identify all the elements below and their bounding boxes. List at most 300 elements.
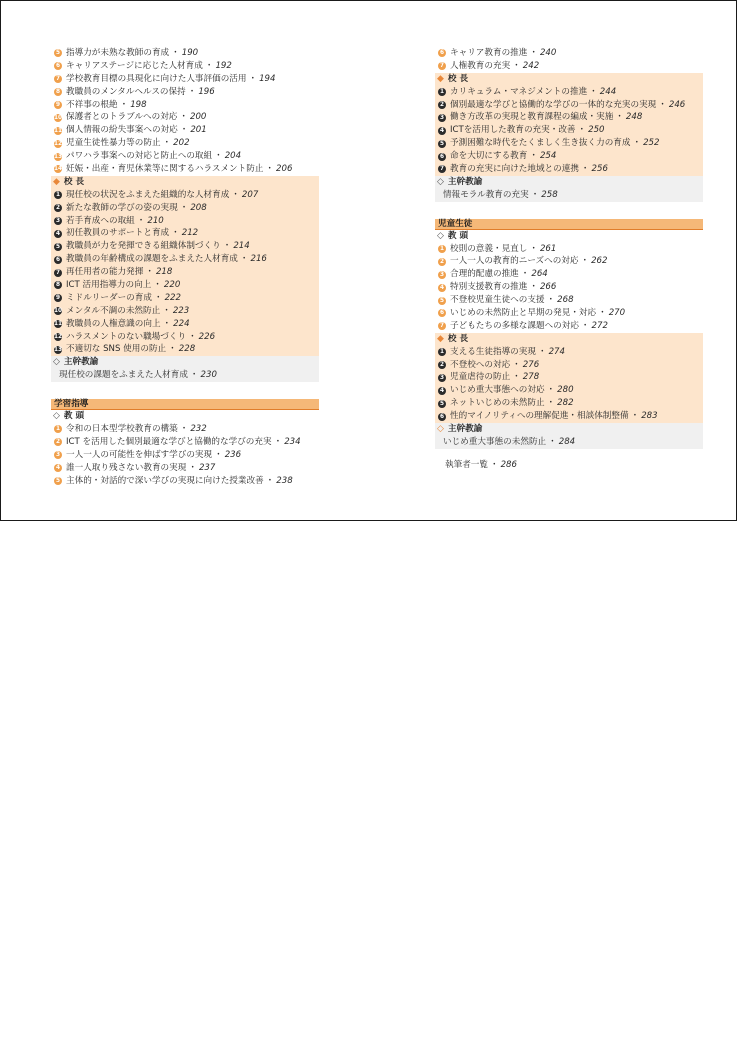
page-number: 237 <box>198 462 216 473</box>
page-number: 252 <box>643 138 660 149</box>
entry-title: 児童虐待の防止 <box>450 372 511 383</box>
item-number-icon: 2 <box>439 102 445 108</box>
toc-entry[interactable] <box>435 124 703 137</box>
page-number: 232 <box>190 424 207 435</box>
entry-title: 特別支援教育の推進 <box>450 282 528 293</box>
entry-title: キャリア教育の推進 <box>450 48 528 58</box>
toc-entry[interactable] <box>51 202 319 215</box>
toc-entry[interactable] <box>51 124 319 137</box>
page-number: 204 <box>224 151 242 162</box>
toc-entry[interactable] <box>51 318 319 331</box>
entry-title: ICTを活用した教育の充実・改善 <box>450 125 576 136</box>
toc-entry[interactable] <box>51 47 319 60</box>
page-number: 286 <box>500 459 517 470</box>
item-number-icon: 5 <box>55 478 61 485</box>
item-number-icon: 2 <box>439 258 445 265</box>
role-heading-principal <box>435 333 703 346</box>
item-number-icon: 10 <box>53 114 63 121</box>
separator-dot: ・ <box>529 282 538 293</box>
separator-dot: ・ <box>530 189 540 200</box>
page-number: 214 <box>233 241 250 252</box>
supervisor-group-right <box>435 176 703 202</box>
entry-title: ミドルリーダーの育成 <box>66 292 152 303</box>
toc-entry[interactable] <box>435 47 703 60</box>
separator-dot: ・ <box>615 112 624 123</box>
page-number: 228 <box>178 344 196 355</box>
page-number: 274 <box>548 346 565 357</box>
toc-entry[interactable] <box>51 253 319 266</box>
item-number-icon: 5 <box>439 297 445 304</box>
separator-dot: ・ <box>162 305 171 316</box>
page-number: 248 <box>625 112 643 123</box>
entry-title: 校則の意義・見直し <box>450 243 528 254</box>
principal-group-left <box>51 176 319 356</box>
page-number: 207 <box>241 189 259 200</box>
entry-title: 初任教員のサポートと育成 <box>66 228 170 239</box>
toc-entry[interactable] <box>51 343 319 356</box>
separator-dot: ・ <box>658 99 667 110</box>
diamond-outline-icon: ◇ <box>437 176 444 187</box>
page-number: 268 <box>557 295 574 306</box>
toc-entry[interactable] <box>51 240 319 253</box>
toc-entry[interactable] <box>51 266 319 279</box>
separator-dot: ・ <box>179 125 189 136</box>
item-number-icon: 7 <box>439 323 445 330</box>
entry-title: 保護者とのトラブルへの対応 <box>66 112 178 123</box>
item-number-icon: 5 <box>439 400 445 407</box>
toc-entry[interactable] <box>435 397 703 410</box>
entry-title: メンタル不調の未然防止 <box>66 305 161 316</box>
toc-entry[interactable] <box>51 449 319 462</box>
entry-title: 教職員の年齢構成の課題をふまえた人材育成 <box>66 254 238 265</box>
item-number-icon: 3 <box>439 271 445 278</box>
item-number-icon: 5 <box>55 50 61 57</box>
page-number: 278 <box>522 372 540 383</box>
right-column <box>435 47 703 472</box>
page-number: 201 <box>190 125 207 136</box>
toc-entry[interactable] <box>51 99 319 112</box>
entry-title: 教職員が力を発揮できる組織体制づくり <box>66 241 221 252</box>
separator-dot: ・ <box>214 151 223 162</box>
separator-dot: ・ <box>162 138 172 149</box>
diamond-outline-icon: ◇ <box>53 411 60 422</box>
page-number: 222 <box>164 292 181 303</box>
entry-title: 個別最適な学びと協働的な学びの一体的な充実の実現 <box>450 99 657 110</box>
entry-title: パワハラ事案への対応と防止への取組 <box>66 151 213 162</box>
entry-title: カリキュラム・マネジメントの推進 <box>450 86 588 97</box>
item-number-icon: 6 <box>439 310 445 317</box>
item-number-icon: 1 <box>439 89 445 96</box>
diamond-outline-icon: ◇ <box>437 230 444 241</box>
item-number-icon: 1 <box>55 426 61 433</box>
item-number-icon: 11 <box>53 321 63 328</box>
entry-title: ICT を活用した個別最適な学びと協働的な学びの充実 <box>66 436 272 447</box>
page-number: 198 <box>130 99 147 110</box>
item-number-icon: 3 <box>55 218 61 225</box>
page-number: 246 <box>668 99 686 110</box>
right-top-list <box>435 47 703 73</box>
diamond-filled-icon: ◆ <box>437 333 444 344</box>
item-number-icon: 6 <box>55 63 61 70</box>
entry-title: ハラスメントのない職場づくり <box>66 331 187 342</box>
toc-entry[interactable] <box>435 436 703 449</box>
item-number-icon: 3 <box>439 114 445 121</box>
separator-dot: ・ <box>529 48 538 58</box>
item-number-icon: 8 <box>55 282 61 289</box>
toc-entry[interactable] <box>435 111 703 124</box>
authors-label: 執筆者一覧 <box>445 459 488 470</box>
entry-title: 不祥事の根絶 <box>66 99 118 110</box>
item-number-icon: 7 <box>439 63 445 70</box>
page-number: 224 <box>173 318 190 329</box>
item-number-icon: 12 <box>53 334 63 341</box>
separator-dot: ・ <box>537 346 547 357</box>
separator-dot: ・ <box>162 318 172 329</box>
page-number: 200 <box>190 112 207 123</box>
separator-dot: ・ <box>171 48 180 58</box>
page-number: 216 <box>250 254 267 265</box>
page-number: 210 <box>147 215 164 226</box>
page-number: 254 <box>539 151 557 162</box>
separator-dot: ・ <box>512 359 521 370</box>
toc-entry[interactable] <box>435 346 703 359</box>
entry-title: 妊娠・出産・育児休業等に関するハラスメント防止 <box>66 164 264 175</box>
toc-entry[interactable] <box>435 60 703 73</box>
item-number-icon: 14 <box>53 166 63 173</box>
item-number-icon: 1 <box>55 192 61 199</box>
entry-title: 現任校の状況をふまえた組織的な人材育成 <box>66 189 230 200</box>
entry-title: 再任用者の能力発揮 <box>66 267 144 278</box>
role-label: 教 頭 <box>447 230 469 241</box>
separator-dot: ・ <box>145 267 154 278</box>
item-number-icon: 3 <box>439 374 445 381</box>
entry-title: 一人一人の可能性を伸ばす学びの実現 <box>66 449 213 460</box>
entry-title: 個人情報の紛失事案への対応 <box>66 125 178 136</box>
toc-entry[interactable] <box>435 359 703 372</box>
page-number: 244 <box>599 86 617 97</box>
page-number: 280 <box>557 385 574 396</box>
toc-entry[interactable] <box>51 227 319 240</box>
item-number-icon: 9 <box>55 295 61 302</box>
entry-title: 教職員の人権意識の向上 <box>66 318 161 329</box>
toc-entry[interactable] <box>435 137 703 150</box>
toc-entry[interactable] <box>435 307 703 320</box>
separator-dot: ・ <box>231 189 240 200</box>
entry-title: 不登校児童生徒への支援 <box>450 295 545 306</box>
entry-title: 新たな教師の学びの姿の実現 <box>66 202 178 213</box>
entry-title: 人権教育の充実 <box>450 60 511 71</box>
page-number: 283 <box>641 411 658 422</box>
principal-list-right <box>435 86 703 176</box>
entry-title: 命を大切にする教育 <box>450 151 528 162</box>
section-title-learning: 学習指導 <box>51 399 319 410</box>
page-number: 230 <box>200 370 217 381</box>
separator-dot: ・ <box>168 344 177 355</box>
toc-entry[interactable] <box>51 292 319 305</box>
item-number-icon: 5 <box>55 243 61 250</box>
separator-dot: ・ <box>171 228 180 239</box>
toc-entry[interactable] <box>51 215 319 228</box>
role-heading-supervisor <box>435 423 703 436</box>
entry-title: 教職員のメンタルヘルスの保持 <box>66 86 186 97</box>
students-vice-list <box>435 243 703 333</box>
toc-entry[interactable] <box>51 73 319 86</box>
page-number: 270 <box>608 308 626 319</box>
diamond-filled-icon: ◇ <box>437 424 444 435</box>
supervisor-group-left <box>51 356 319 382</box>
item-number-icon: 2 <box>439 362 445 369</box>
principal-group-right <box>435 73 703 176</box>
separator-dot: ・ <box>273 436 283 447</box>
separator-dot: ・ <box>136 215 146 226</box>
page-number: 212 <box>181 228 199 239</box>
page-number: 226 <box>198 331 216 342</box>
separator-dot: ・ <box>265 475 275 486</box>
page-number: 242 <box>522 60 540 71</box>
entry-title: 児童生徒性暴力等の防止 <box>66 138 161 149</box>
item-number-icon: 2 <box>55 439 61 446</box>
item-number-icon: 6 <box>439 153 445 160</box>
separator-dot: ・ <box>119 99 129 110</box>
role-label: 教 頭 <box>63 411 85 422</box>
entry-title: 不登校への対応 <box>450 359 511 370</box>
entry-title: いじめの未然防止と早期の発見・対応 <box>450 308 597 319</box>
item-number-icon: 7 <box>55 269 61 276</box>
item-number-icon: 8 <box>55 89 61 96</box>
entry-title: 誰一人取り残さない教育の実現 <box>66 462 187 473</box>
separator-dot: ・ <box>179 424 189 435</box>
entry-title: 一人一人の教育的ニーズへの対応 <box>450 256 579 267</box>
role-label: 校 長 <box>447 73 469 84</box>
item-number-icon: 12 <box>53 140 63 147</box>
entry-title: キャリアステージに応じた人材育成 <box>66 60 203 71</box>
principal2-list-right <box>435 346 703 423</box>
separator-dot: ・ <box>548 436 557 447</box>
entry-title: 情報モラル教育の充実 <box>443 189 529 200</box>
entry-title: ネットいじめの未然防止 <box>450 398 545 409</box>
role-heading-principal <box>51 176 319 189</box>
toc-entry[interactable] <box>51 475 319 488</box>
toc-entry[interactable] <box>435 268 703 281</box>
page-number: 258 <box>541 189 558 200</box>
entry-title: 不適切な SNS 使用の防止 <box>66 344 167 355</box>
entry-title: 予測困難な時代をたくましく生き抜く力の育成 <box>450 138 631 149</box>
entry-title: 令和の日本型学校教育の構築 <box>66 424 178 435</box>
separator-dot: ・ <box>179 112 188 123</box>
item-number-icon: 1 <box>439 246 445 253</box>
left-top-list <box>51 47 319 176</box>
entry-title: 支える生徒指導の実現 <box>450 346 536 357</box>
separator-dot: ・ <box>529 243 538 254</box>
entry-title: 現任校の課題をふまえた人材育成 <box>59 370 188 381</box>
separator-dot: ・ <box>222 241 232 252</box>
item-number-icon: 11 <box>53 127 63 134</box>
page-number: 282 <box>557 398 574 409</box>
entry-title: いじめ重大事態への対応 <box>450 385 545 396</box>
item-number-icon: 7 <box>55 76 61 83</box>
separator-dot: ・ <box>546 398 556 409</box>
toc-entry[interactable] <box>51 150 319 163</box>
separator-dot: ・ <box>188 462 197 473</box>
toc-entry[interactable] <box>435 99 703 112</box>
diamond-filled-icon: ◆ <box>53 176 60 187</box>
page-number: 276 <box>522 359 540 370</box>
separator-dot: ・ <box>189 370 199 381</box>
entry-title: 性的マイノリティへの理解促進・相談体制整備 <box>450 411 629 422</box>
entry-title: 学校教育目標の具現化に向けた人事評価の活用 <box>66 73 247 84</box>
toc-entry[interactable] <box>435 371 703 384</box>
item-number-icon: 4 <box>439 127 445 134</box>
item-number-icon: 13 <box>53 153 63 160</box>
separator-dot: ・ <box>529 151 538 162</box>
page-number: 284 <box>558 436 576 447</box>
toc-entry[interactable] <box>51 369 319 382</box>
authors-entry[interactable]: 執筆者一覧 ・ 286 <box>445 459 517 470</box>
item-number-icon: 6 <box>55 256 61 263</box>
diamond-filled-icon: ◆ <box>437 73 444 84</box>
role-heading-vice <box>435 230 703 243</box>
entry-title: 若手育成への取組 <box>66 215 135 226</box>
page-number: 266 <box>539 282 557 293</box>
item-number-icon: 10 <box>53 308 63 315</box>
section-title-students: 児童生徒 <box>435 219 703 230</box>
separator-dot: ・ <box>520 269 530 280</box>
toc-entry[interactable] <box>435 294 703 307</box>
separator-dot: ・ <box>630 411 640 422</box>
separator-dot: ・ <box>204 60 214 71</box>
page-number: 272 <box>591 320 608 331</box>
item-number-icon: 1 <box>439 349 445 356</box>
page-number: 238 <box>276 475 293 486</box>
page-number: 196 <box>198 86 215 97</box>
role-label: 主幹教諭 <box>447 424 483 435</box>
separator-dot: ・ <box>239 254 249 265</box>
page-number: 192 <box>215 60 232 71</box>
separator-dot: ・ <box>512 372 521 383</box>
toc-page <box>0 0 737 521</box>
separator-dot: ・ <box>179 202 189 213</box>
toc-entry[interactable] <box>51 137 319 150</box>
separator-dot: ・ <box>589 86 598 97</box>
supervisor2-list-right <box>435 436 703 449</box>
entry-title: 指導力が未熟な教師の育成 <box>66 48 170 58</box>
toc-entry[interactable] <box>51 86 319 99</box>
separator-dot: ・ <box>187 86 197 97</box>
toc-entry[interactable] <box>51 462 319 475</box>
toc-entry[interactable] <box>435 243 703 256</box>
page-number: 208 <box>190 202 207 213</box>
toc-entry[interactable] <box>51 423 319 436</box>
toc-entry[interactable] <box>435 150 703 163</box>
toc-entry[interactable] <box>435 163 703 176</box>
toc-entry[interactable] <box>435 281 703 294</box>
page-number: 190 <box>181 48 199 58</box>
separator-dot: ・ <box>580 256 590 267</box>
role-label: 校 長 <box>447 333 469 344</box>
toc-entry[interactable] <box>435 189 703 202</box>
separator-dot: ・ <box>632 138 642 149</box>
separator-dot: ・ <box>598 308 607 319</box>
separator-dot: ・ <box>546 295 556 306</box>
page-number: 223 <box>172 305 190 316</box>
toc-entry[interactable] <box>51 436 319 449</box>
principal-list-left <box>51 189 319 357</box>
role-heading-supervisor <box>435 176 703 189</box>
toc-entry[interactable] <box>51 163 319 176</box>
toc-entry[interactable] <box>51 111 319 124</box>
entry-title: 教育の充実に向けた地域との連携 <box>450 164 579 175</box>
page-number: 262 <box>591 256 608 267</box>
toc-entry[interactable] <box>51 331 319 344</box>
principal2-group-right <box>435 333 703 423</box>
separator-dot: ・ <box>188 331 197 342</box>
toc-entry[interactable] <box>435 384 703 397</box>
separator-dot: ・ <box>580 320 590 331</box>
page-number: 234 <box>284 436 301 447</box>
entry-title: 主体的・対話的で深い学びの実現に向けた授業改善 <box>66 475 264 486</box>
item-number-icon: 6 <box>439 50 445 57</box>
item-number-icon: 7 <box>439 166 445 173</box>
separator-dot: ・ <box>153 292 163 303</box>
entry-title: 合理的配慮の推進 <box>450 269 519 280</box>
toc-entry[interactable] <box>435 255 703 268</box>
separator-dot: ・ <box>577 125 587 136</box>
role-heading-principal <box>435 73 703 86</box>
separator-dot: ・ <box>265 164 275 175</box>
page-number: 206 <box>276 164 293 175</box>
toc-entry[interactable] <box>51 60 319 73</box>
item-number-icon: 9 <box>55 102 61 108</box>
role-heading-vice <box>51 410 319 423</box>
role-label: 主幹教諭 <box>63 357 99 368</box>
item-number-icon: 3 <box>55 452 61 459</box>
page-number: 194 <box>259 73 276 84</box>
supervisor-list-right <box>435 189 703 202</box>
separator-dot: ・ <box>153 280 162 291</box>
separator-dot: ・ <box>214 449 223 460</box>
page-number: 218 <box>155 267 173 278</box>
role-label: 校 長 <box>63 176 85 187</box>
entry-title: 子どもたちの多様な課題への対応 <box>450 320 579 331</box>
page-number: 264 <box>531 269 548 280</box>
supervisor-list-left <box>51 369 319 382</box>
separator-dot: ・ <box>512 60 521 71</box>
toc-entry[interactable] <box>51 305 319 318</box>
item-number-icon: 5 <box>439 140 445 147</box>
page-number: 220 <box>163 280 181 291</box>
entry-title: ICT 活用指導力の向上 <box>66 280 152 291</box>
separator-dot: ・ <box>248 73 258 84</box>
entry-title: いじめ重大事態の未然防止 <box>443 436 547 447</box>
toc-entry[interactable] <box>51 279 319 292</box>
item-number-icon: 13 <box>53 346 63 353</box>
page-number: 236 <box>224 449 242 460</box>
learning-vice-list <box>51 423 319 487</box>
separator-dot: ・ <box>546 385 556 396</box>
role-heading-supervisor <box>51 356 319 369</box>
toc-entry[interactable] <box>435 320 703 333</box>
toc-entry[interactable] <box>51 189 319 202</box>
page-number: 250 <box>588 125 605 136</box>
page-number: 256 <box>591 164 608 175</box>
entry-title: 働き方改革の実現と教育課程の編成・実施 <box>450 112 614 123</box>
item-number-icon: 2 <box>55 205 61 212</box>
toc-entry[interactable] <box>435 86 703 99</box>
left-column <box>51 47 319 488</box>
toc-entry[interactable] <box>435 410 703 423</box>
item-number-icon: 4 <box>439 387 445 394</box>
role-label: 主幹教諭 <box>447 176 483 187</box>
